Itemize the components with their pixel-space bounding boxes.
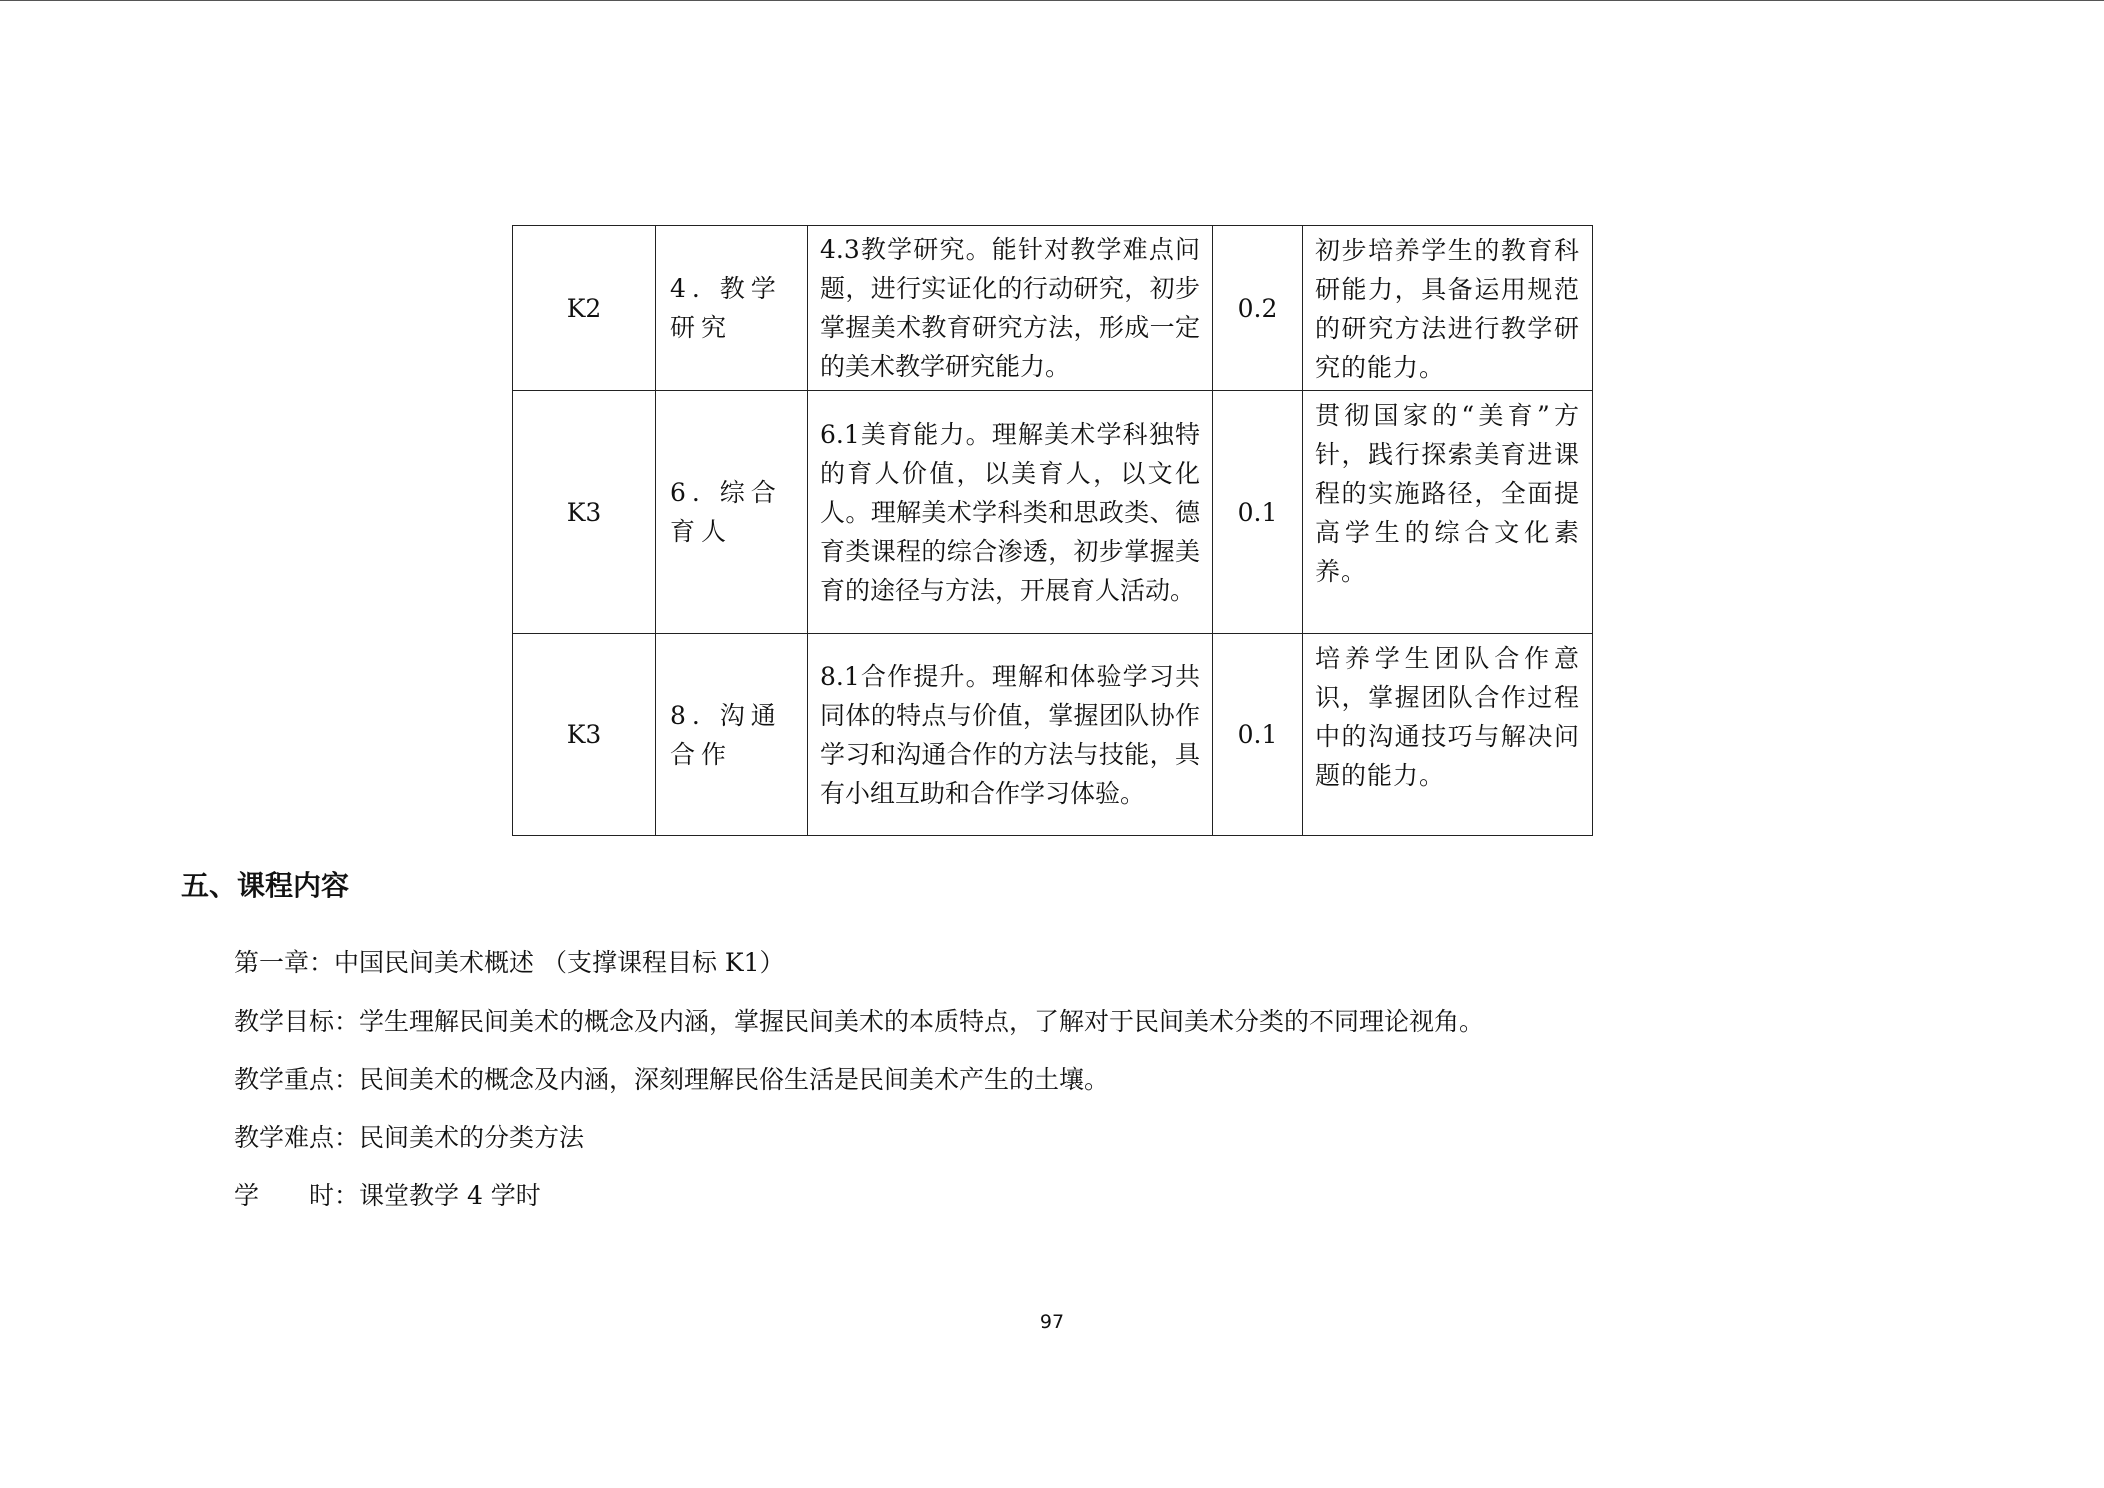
teaching-difficulties: 教学难点：民间美术的分类方法: [234, 1123, 585, 1152]
course-goal-cell: 培养学生团队合作意识，掌握团队合作过程中的沟通技巧与解决问题的能力。: [1303, 634, 1593, 836]
weight-cell: 0.1: [1213, 634, 1303, 836]
weight-cell: 0.1: [1213, 391, 1303, 634]
graduation-requirement-cell: 8. 沟通合作: [656, 634, 808, 836]
page-number: 97: [1039, 1311, 1065, 1333]
objective-code-cell: K3: [513, 634, 656, 836]
class-hours: 学 时：课堂教学 4 学时: [234, 1181, 541, 1210]
section-heading: 五、课程内容: [181, 869, 350, 902]
course-goal-cell: 贯彻国家的“美育”方针，践行探索美育进课程的实施路径，全面提高学生的综合文化素养。: [1303, 391, 1593, 634]
course-objectives-table: [512, 225, 1593, 836]
table-row: [513, 634, 1593, 836]
page-top-border: [0, 0, 2104, 1]
teaching-key-points: 教学重点：民间美术的概念及内涵，深刻理解民俗生活是民间美术产生的土壤。: [234, 1065, 1110, 1094]
course-goal-cell: 初步培养学生的教育科研能力，具备运用规范的研究方法进行教学研究的能力。: [1303, 226, 1593, 391]
indicator-point-cell: 4.3教学研究。能针对教学难点问题，进行实证化的行动研究，初步掌握美术教育研究方法，形成一定的美术教学研究能力。: [808, 226, 1213, 391]
indicator-point-cell: 8.1合作提升。理解和体验学习共同体的特点与价值，掌握团队协作学习和沟通合作的方法与技能，具有小组互助和合作学习体验。: [808, 634, 1213, 836]
chapter-title: 第一章：中国民间美术概述 （支撑课程目标 K1）: [234, 948, 785, 977]
table-row: [513, 391, 1593, 634]
teaching-objective: 教学目标：学生理解民间美术的概念及内涵，掌握民间美术的本质特点，了解对于民间美术分类的不同理论视角。: [234, 1007, 1485, 1036]
objective-code-cell: K3: [513, 391, 656, 634]
indicator-point-cell: 6.1美育能力。理解美术学科独特的育人价值，以美育人，以文化人。理解美术学科类和思政类、德育类课程的综合渗透，初步掌握美育的途径与方法，开展育人活动。: [808, 391, 1213, 634]
graduation-requirement-cell: 4. 教学研究: [656, 226, 808, 391]
weight-cell: 0.2: [1213, 226, 1303, 391]
objective-code-cell: K2: [513, 226, 656, 391]
graduation-requirement-cell: 6. 综合育人: [656, 391, 808, 634]
table-row: [513, 226, 1593, 391]
